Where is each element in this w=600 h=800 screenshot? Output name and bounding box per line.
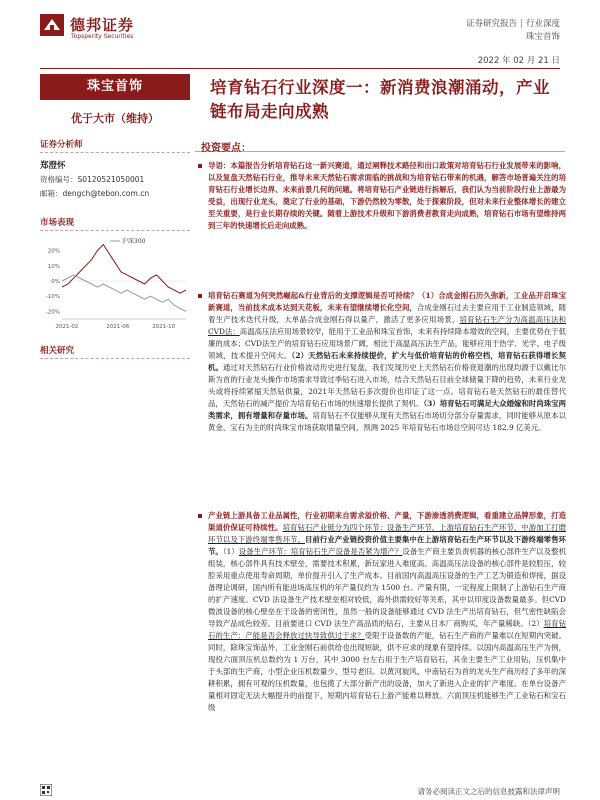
report-sector: 珠宝首饰 bbox=[525, 32, 560, 42]
analyst-name: 郑澄怀 bbox=[40, 161, 66, 171]
y-tick-label: 0% bbox=[51, 279, 60, 285]
series-line-hs300 bbox=[62, 275, 186, 312]
x-tick-label: 2021-06 bbox=[106, 324, 130, 330]
brand-name: 德邦证券 bbox=[70, 16, 135, 34]
header-divider bbox=[40, 68, 560, 69]
sector-banner: 珠宝首饰 bbox=[40, 74, 190, 100]
y-tick-label: -10% bbox=[45, 294, 60, 301]
analyst-label: 证券分析师 bbox=[40, 138, 190, 153]
rating: 优于大市（维持） bbox=[71, 112, 159, 125]
y-tick-label: 10% bbox=[47, 263, 60, 270]
paragraph-intro bbox=[196, 160, 566, 280]
market-performance bbox=[40, 216, 190, 335]
market-label: 市场表现 bbox=[40, 216, 190, 231]
y-tick-label: 20% bbox=[47, 248, 60, 255]
market-chart bbox=[40, 235, 190, 335]
x-tick-label: 2021-02 bbox=[55, 324, 79, 330]
sidebar bbox=[40, 74, 190, 356]
report-body bbox=[196, 160, 566, 775]
report-category: 行业深度 bbox=[525, 19, 560, 29]
report-meta: 证券研究报告 | 行业深度 珠宝首饰 bbox=[466, 19, 560, 42]
brand-logo-icon bbox=[40, 14, 64, 36]
report-type: 证券研究报告 bbox=[466, 19, 518, 29]
related-research bbox=[40, 344, 190, 359]
footer-disclaimer: 请务必阅读正文之后的信息披露和法律声明 bbox=[417, 787, 560, 796]
brand-name-en: Topsperity Securities bbox=[71, 33, 134, 40]
legend-label: 沪深300 bbox=[122, 238, 146, 245]
paragraph-supply-chain: 产业链上游具备工业品属性，行业初期来自需求溢价格、产量，下游渗透消费逻辑，看重建立品牌形象，打造渠道价保证可持续性。培育钻石产业链分为四个环节：设备生产环节，上游培育钻石生产环节、中游加工打磨环节以及下游终端零售环节。目前行业产业链投资价值主要集中在上游培育钻石生产环节以及下游终端零售环节。（1）设备生产环节：培育钻石生产设备是否紧为增产？设备生产商主要负责机器的核心部件生产以及整机组装，核心部件具有技术壁垒，需要技术积累，新玩家进入难度高。高温高压法设备的核心部件是较腔压，较腔采用重点使用寿命周期，单价提升引入了生产成本。目前国内高温高压设备的生产工艺为锻造和焊接，据设备理论调研，国内所有能进场高压机的年产量仅约为 1500 台。产量有限，一定程度上限制了上游钻石生产商的扩产速度。CVD 法设备生产技术壁垒相对较低，海外供需较好等关系，其中以印度设备数量最多。但CVD 微波设备的核心壁垒在于设备的密闭性，虽然一般的设备能够通过 CVD 法生产出培育钻石，但气密性缺陷会导致产品成色较差。目前要进口 CVD 法生产高品质的钻石，主要从日本厂商购买，年产量稀缺。（2）培育钻石的生产：产能是否会释放过快导致供过于求？受限于设备数的产能，钻石生产商的产量难以在短期内突破。同时，除珠宝饰品外，工业金刚石前供给也出现短缺，供不应求的现象有望持续。以国内高温高压生产为例，现投六面顶压机总数约为 1 万台，其中 3000 台左右用于生产培育钻石，其余主要生产工业用钻，压机集中于头部的生产商，小型企业压机数量少、型号老旧。以黄河旋风、中南钻石为首的龙头生产商历经了多年的深耕积累，拥有可观的压机数量，也包揽了大部分新产出的设备，加大了新进入企业的扩产难度。在单台设备产量相对固定无法大幅提升的前提下，短期内培育钻石上游产能难以释放。六面顶压机能够生产工业钻石和宝石级 bbox=[196, 510, 566, 775]
paragraph-drivers: 培育钻石赛道为何突然崛起&行业背后的支撑逻辑是否可持续？（1）合成金刚石历久弥新，工业品开启珠宝新赛道，当前技术成本达到天花板，未来有望继续增长化空间，合成金刚石过去主要应用于工业制造领域，随着生产技术迭代升级，大单晶合成金刚石得以量产，激活了更多应用场景。培育钻石生产分为高温高压法和CVD法：高温高压法应用场景较窄，能用于工业品和珠宝首饰，未来有持续降本增效的空间，主要优势在于低廉的成本；CVD法生产的培育钻石应用场景广阔，相比于高温高压法生产品，能够应用于热学、光学、电子级领域，技术提升空间大。（2）天然钻石未来持续提价，扩大与低价培育钻的价格空档，培育钻石获得增长契机。通过对天然钻石行业价格波动历史进行复盘，我们发现历史上天然钻石价格衰退潮的出现均源于以戴比尔斯为首的行业龙头操作市场需求导致过季钻石进入市场，结合天然钻石目前全球储量下降的趋势，未来行业龙头或将持续紧缩天然钻供量，2021年天然钻石多次提价也印证了这一点。培育钻石是天然钻石的最佳替代品，天然钻石的减产提价为培育钻石市场的快速增长提供了契机。（3）培育钻石可满足大众婚嫁和时尚珠宝两类需求，拥有增量和存量市场。培育钻石不仅能够从现有天然钻石市场切分部分存量需求，同时能够从原本以黄金、宝石为主的时尚珠宝市场获取增量空间，预测 2025 年培育钻石市场总空间可达 182.9 亿美元。 bbox=[196, 290, 566, 500]
intro-text: 导语：本篇报告分析培育钻石这一新兴赛道，通过阐释技术路径和出口政策对培育钻石行业发展带来的影响，以及复盘天然钻石行业，推导未来天然钻石需求面临的挑战和为培育钻石带来的机遇，解答市场普遍关注的培育钻石行业增长边界、未来前景几何的问题。将培育钻石产业链进行拆解后，我们认为当前阶段行业上游最为受益，出现行业龙头，奠定了行业的基础，下游仍然较为零散，处于探索阶段，但对未来行业整体增长的建立至关重要，是行业长期存续的关键。随着上游技术升级和下游消费者教育走向成熟，培育钻石市场有望维持两到三年的快速增长后走向成熟。 bbox=[208, 161, 566, 230]
key-points-header: 投资要点： bbox=[195, 136, 565, 152]
qr-code-icon bbox=[40, 784, 52, 796]
analyst-cert: 资格编号：S0120521050001 bbox=[40, 175, 145, 184]
related-label: 相关研究 bbox=[40, 344, 190, 359]
analyst-email: 邮箱：dengch@tebon.com.cn bbox=[40, 189, 150, 198]
market-chart-svg bbox=[40, 235, 190, 335]
report-date: 2022 年 02 月 21 日 bbox=[477, 56, 560, 66]
y-tick-label: -20% bbox=[45, 309, 60, 316]
series-line-jewelry bbox=[62, 245, 186, 294]
x-tick-label: 2021-10 bbox=[152, 324, 176, 330]
report-title: 培育钻石行业深度一：新消费浪潮涌动，产业链布局走向成熟 bbox=[210, 78, 550, 121]
analyst-block bbox=[40, 138, 190, 199]
